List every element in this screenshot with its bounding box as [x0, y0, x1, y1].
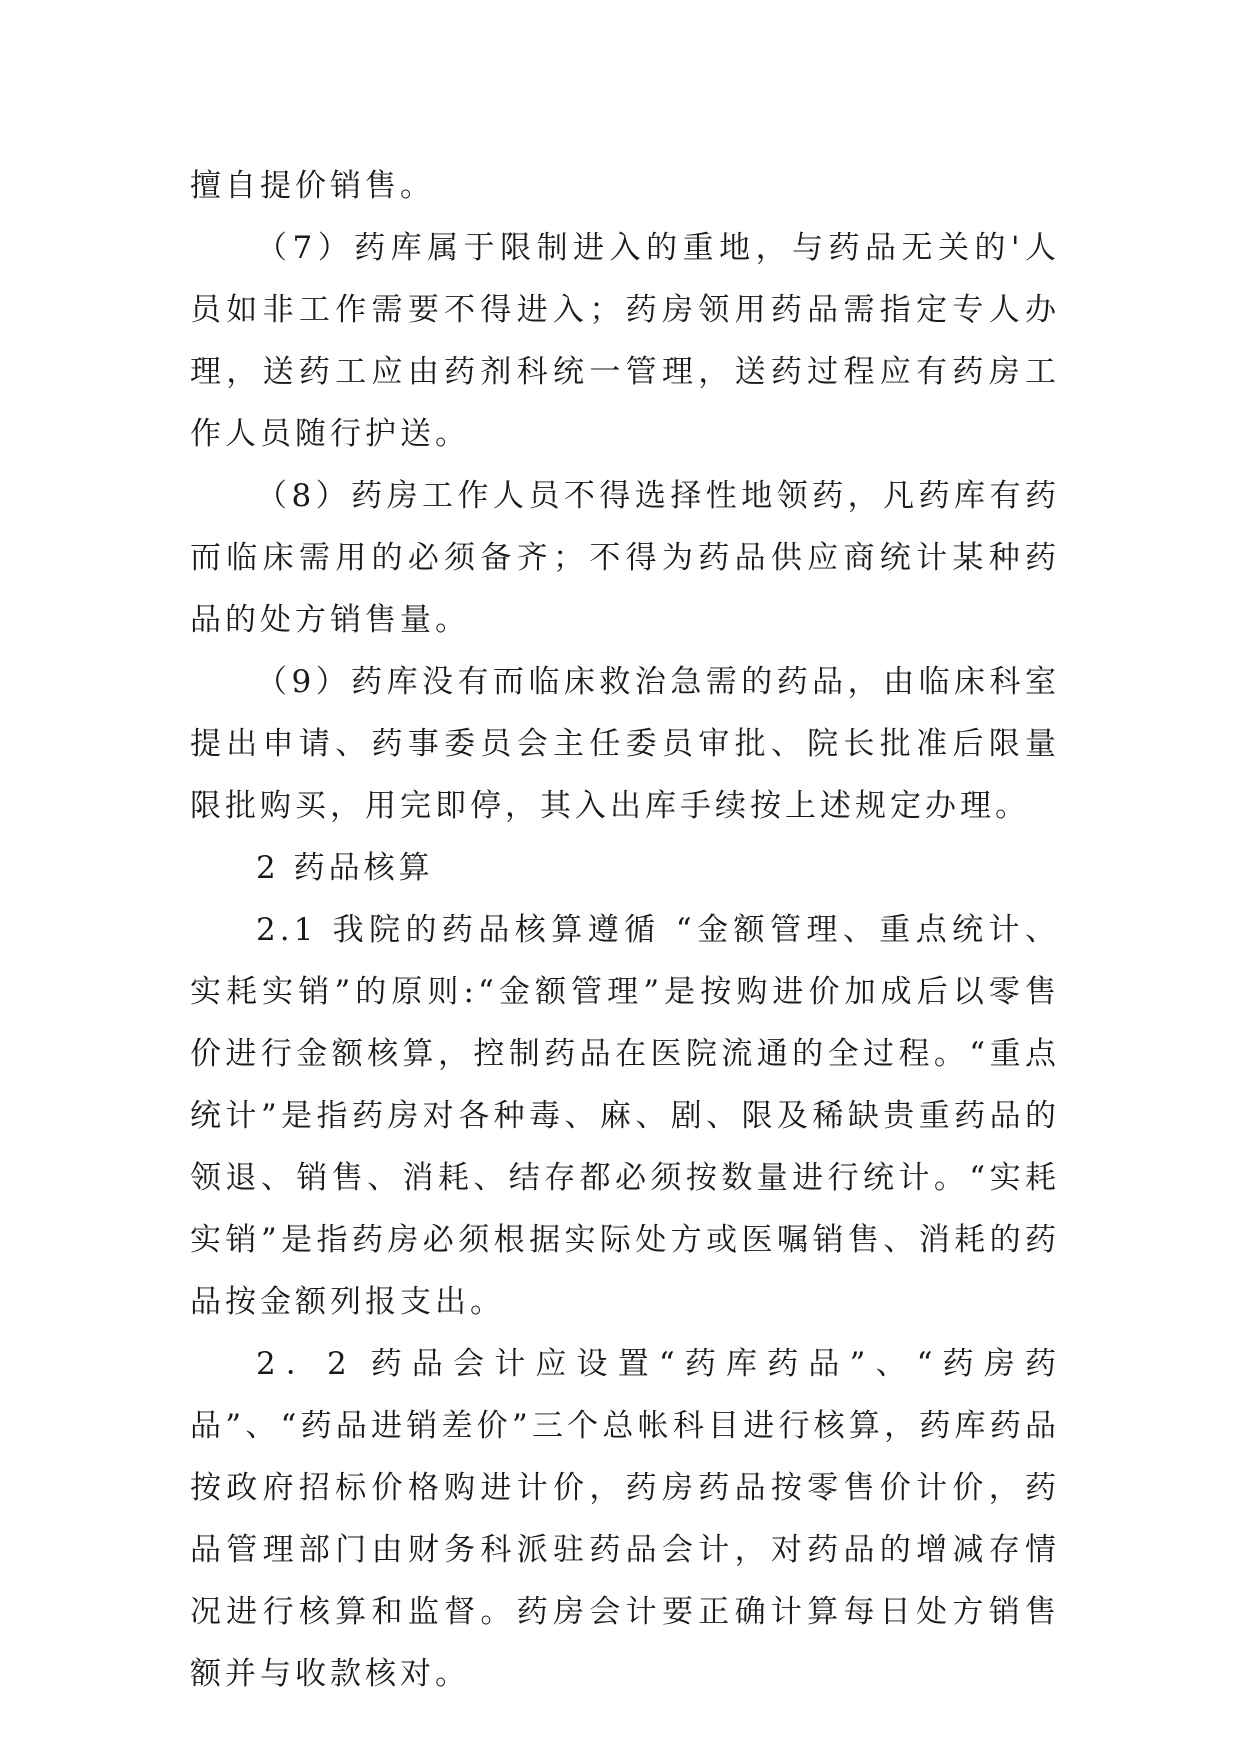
paragraph-2-2: 2．2 药品会计应设置“药库药品”、“药房药品”、“药品进销差价”三个总帐科目进行核算，药库药品按政府招标价格购进计价，药房药品按零售价计价，药品管理部门由财务科派驻药品会计，对药品的增减存情况进行核算和监督。药房会计要正确计算每日处方销售额并与收款核对。 — [190, 1346, 1060, 1692]
paragraph-item-7: （7）药库属于限制进入的重地，与药品无关的'人员如非工作需要不得进入；药房领用药品需指定专人办理，送药工应由药剂科统一管理，送药过程应有药房工作人员随行护送。 — [190, 230, 1060, 452]
section-heading-2: 2 药品核算 — [256, 850, 434, 886]
document-body — [190, 155, 1060, 1705]
paragraph-2-1: 2.1 我院的药品核算遵循 “金额管理、重点统计、实耗实销”的原则:“金额管理”是按购进价加成后以零售价进行金额核算，控制药品在医院流通的全过程。“重点统计”是指药房对各种毒、麻、剧、限及稀缺贵重药品的领退、销售、消耗、结存都必须按数量进行统计。“实耗实销”是指药房必须根据实际处方或医嘱销售、消耗的药品按金额列报支出。 — [190, 912, 1060, 1320]
paragraph-continuation: 擅自提价销售。 — [190, 168, 435, 204]
paragraph-item-9: （9）药库没有而临床救治急需的药品，由临床科室提出申请、药事委员会主任委员审批、院长批准后限量限批购买，用完即停，其入出库手续按上述规定办理。 — [190, 664, 1060, 824]
paragraph-item-8: （8）药房工作人员不得选择性地领药，凡药库有药而临床需用的必须备齐；不得为药品供应商统计某种药品的处方销售量。 — [190, 478, 1060, 638]
